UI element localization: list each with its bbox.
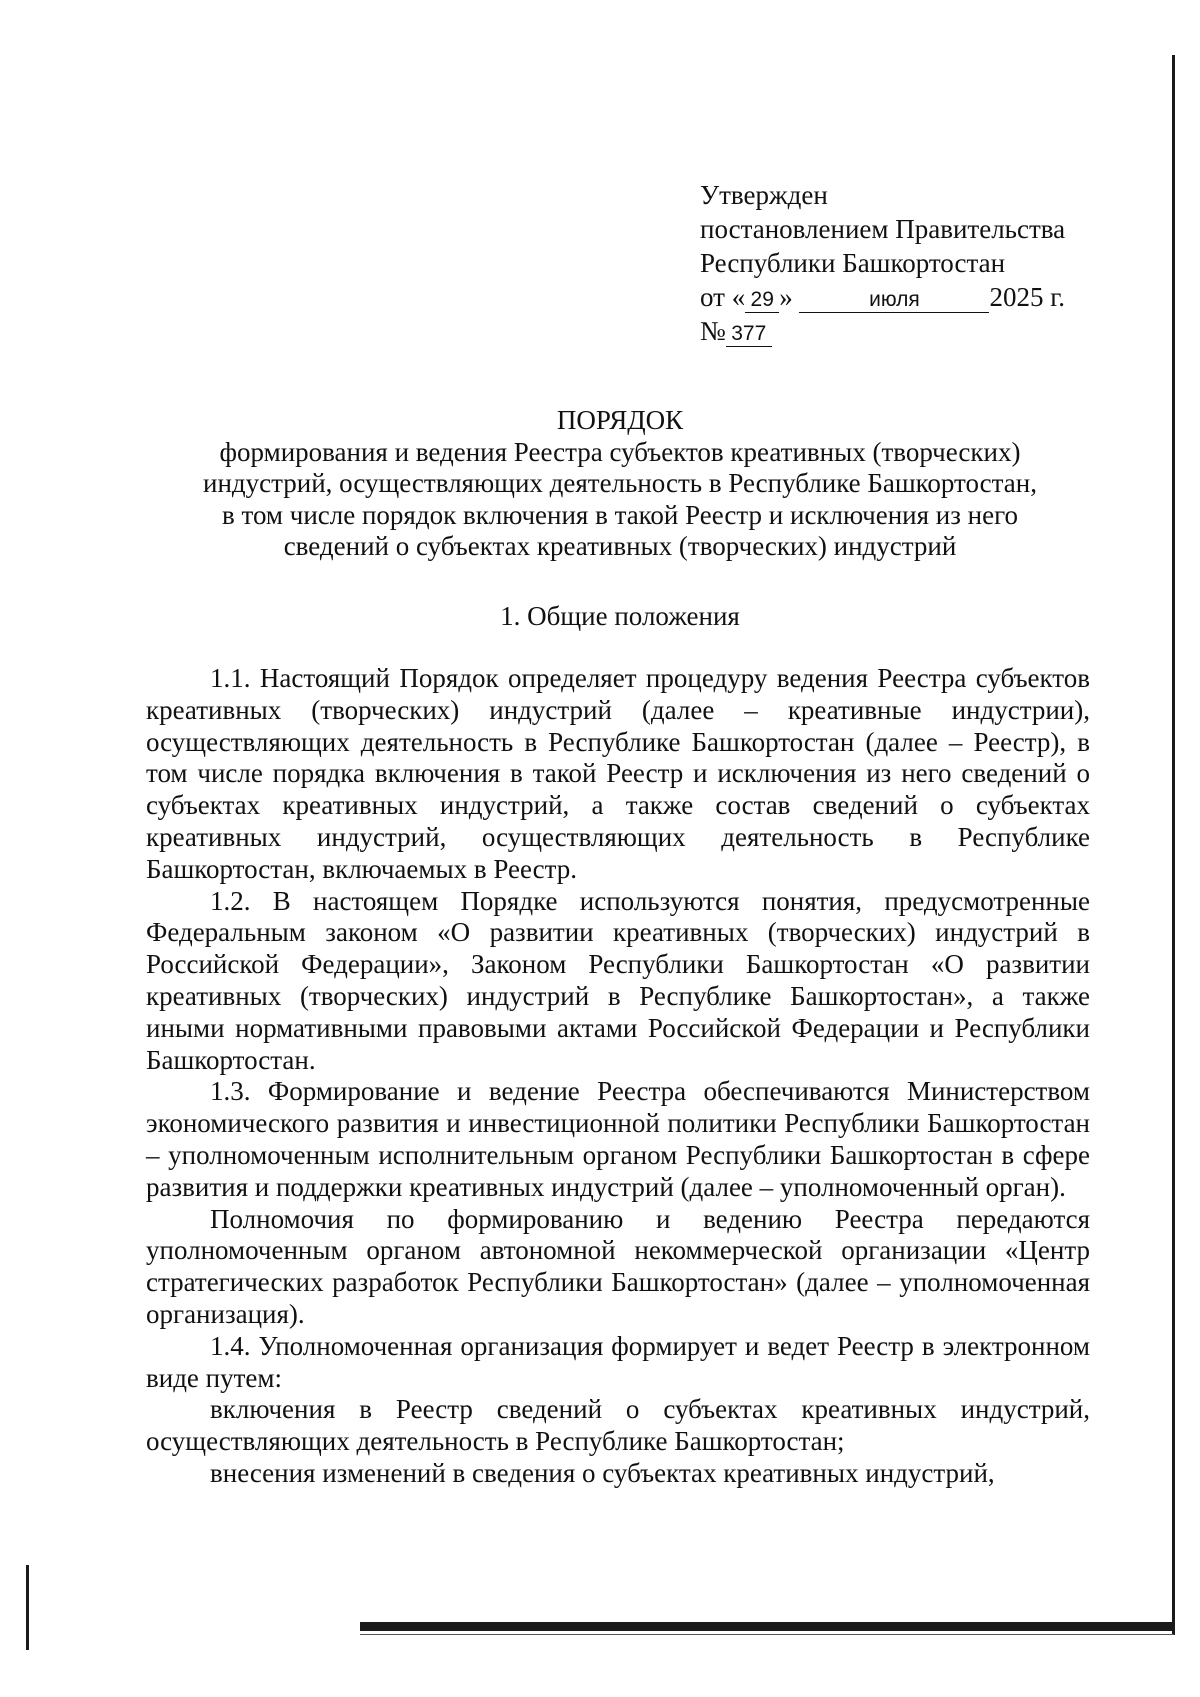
section-heading: 1. Общие положения (500, 601, 740, 631)
date-year: 2025 г. (989, 282, 1065, 312)
section-body (146, 663, 1090, 1490)
title-main: ПОРЯДОК (556, 405, 684, 435)
scan-edge-left (26, 1565, 29, 1650)
document-title (140, 405, 1100, 563)
title-line-1: формирования и ведения Реестра субъектов креативных (творческих) (219, 436, 1021, 467)
paragraph-1-4: 1.4. Уполномоченная организация формирует и ведет Реестр в электронном виде путем: (146, 1330, 1090, 1393)
scan-edge-right (1172, 55, 1175, 1635)
approval-block (700, 178, 1100, 348)
paragraph-powers: Полномочия по формированию и ведению Реестра передаются уполномоченным органом автономной некоммерческой организации «Центр стратегических разработок Республики Башкортостан» (далее – уполномоченная организация). (146, 1203, 1090, 1329)
date-day: 29 (745, 288, 779, 313)
approval-line-2: постановлением Правительства (700, 214, 1066, 244)
date-month: июля (799, 288, 989, 313)
date-mid: » (779, 282, 793, 312)
number-value: 377 (726, 322, 772, 347)
paragraph-1-2: 1.2. В настоящем Порядке используются понятия, предусмотренные Федеральным законом «О развитии креативных (творческих) индустрий в Российской Федерации», Законом Республики Башкортостан «О развитии креативных (творческих) индустрий в Республике Башкортостан», а также иными нормативными правовыми актами Российской Федерации и Республики Башкортостан. (146, 885, 1090, 1075)
paragraph-inclusion: включения в Реестр сведений о субъектах креативных индустрий, осуществляющих деятельность в Республике Башкортостан; (146, 1394, 1090, 1457)
approval-number (700, 314, 1100, 348)
paragraph-1-1: 1.1. Настоящий Порядок определяет процедуру ведения Реестра субъектов креативных (творческих) индустрий (далее – креативные индустрии), осуществляющих деятельность в Республике Башкортостан (далее – Реестр), в том числе порядка включения в такой Реестр и исключения из него сведений о субъектах креативных индустрий, а также состав сведений о субъектах креативных индустрий, осуществляющих деятельность в Республике Башкортостан, включаемых в Реестр. (146, 663, 1090, 884)
scan-edge-bottom-line (360, 1634, 1174, 1635)
approval-date (700, 280, 1100, 314)
date-prefix: от « (700, 282, 746, 312)
scan-edge-bottom (360, 1622, 1174, 1631)
paragraph-1-3: 1.3. Формирование и ведение Реестра обеспечиваются Министерством экономического развития и инвестиционной политики Республики Башкортостан – уполномоченным исполнительным органом Республики Башкортостан в сфере развития и поддержки креативных индустрий (далее – уполномоченный орган). (146, 1076, 1090, 1202)
title-line-2: индустрий, осуществляющих деятельность в Республике Башкортостан, (203, 468, 1037, 498)
title-line-3: в том числе порядок включения в такой Реестр и исключения из него (222, 499, 1018, 530)
paragraph-changes: внесения изменений в сведения о субъектах креативных индустрий, (210, 1457, 995, 1488)
approval-line-1: Утвержден (700, 180, 828, 210)
approval-line-3: Республики Башкортостан (700, 248, 1006, 278)
title-line-4: сведений о субъектах креативных (творческих) индустрий (283, 531, 957, 561)
number-prefix: № (700, 316, 726, 346)
